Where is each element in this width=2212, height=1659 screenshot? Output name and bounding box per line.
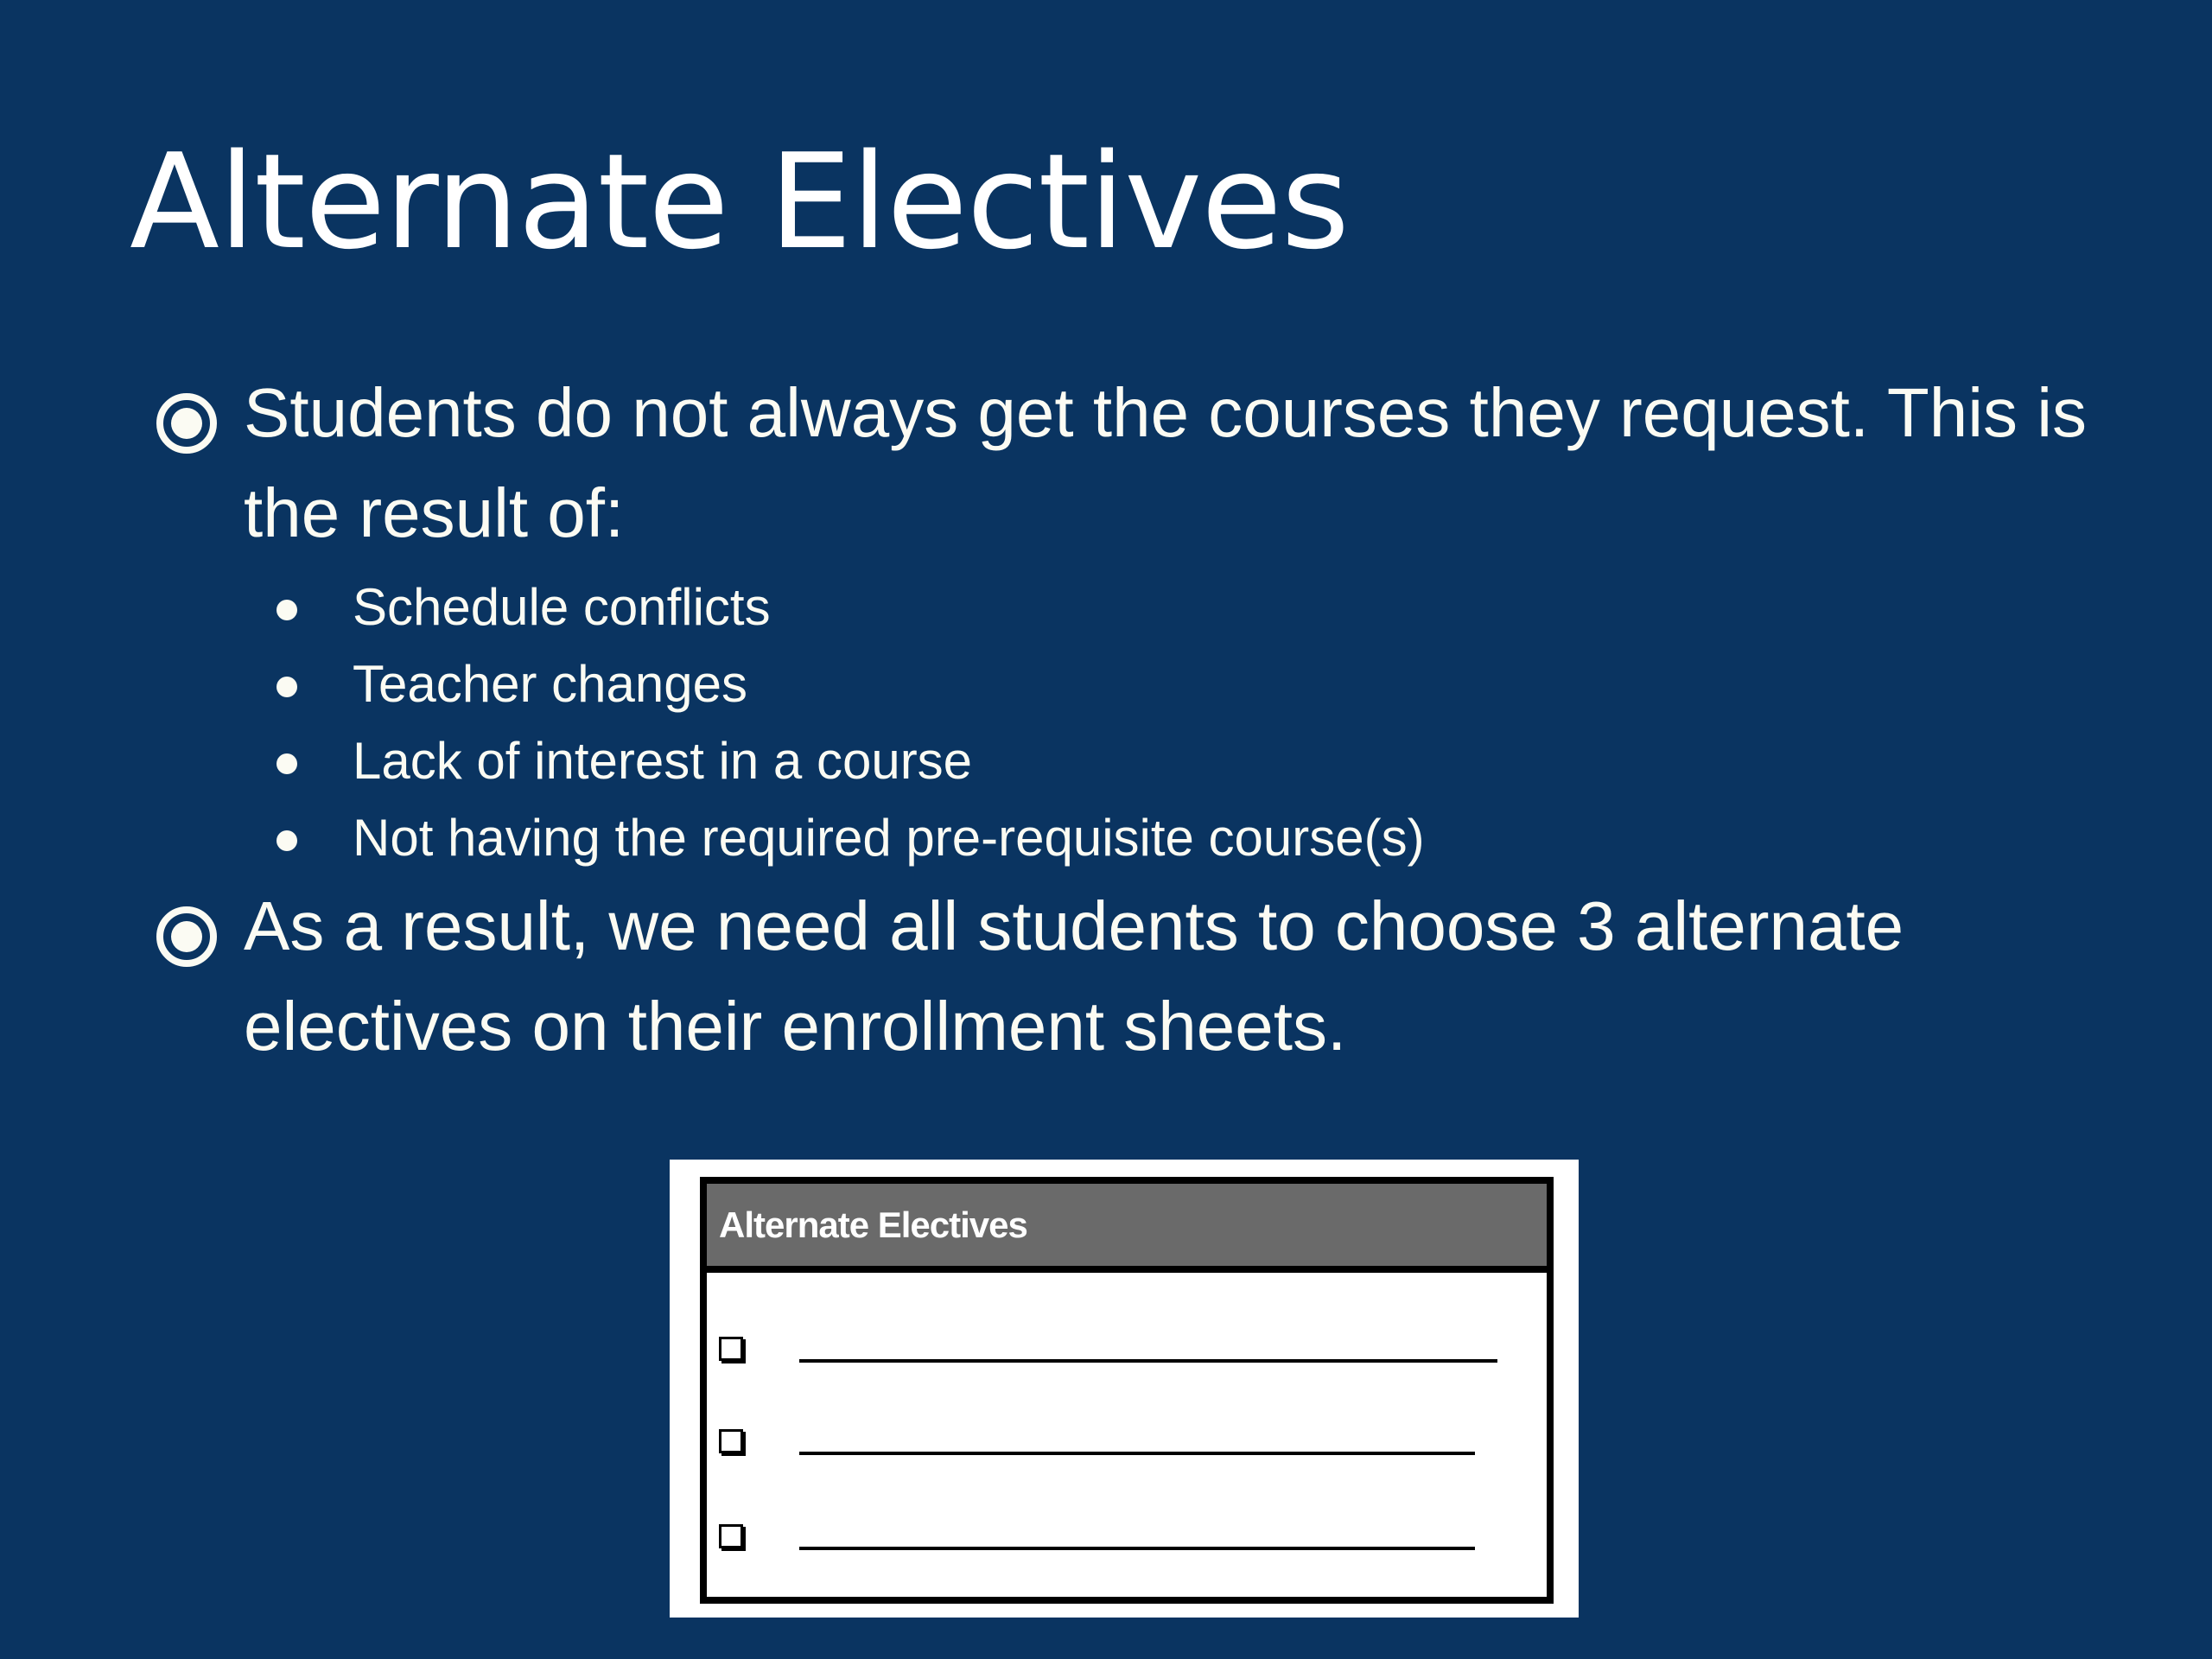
checkbox-icon [719,1524,743,1548]
sub-bullet-text: Not having the required pre-requisite course(s) [353,809,1425,867]
form-row [707,1325,1547,1376]
circled-dot-icon [156,906,218,968]
sub-bullet-item [244,645,2100,722]
blank-line [799,1359,1497,1363]
main-bullet-2 [156,876,2100,1077]
enrollment-form-image [670,1160,1579,1618]
bullet-list [156,363,2100,1077]
sub-bullet-item [244,799,2100,876]
sub-bullet-text: Schedule conflicts [353,578,771,636]
main-bullet-text: As a result, we need all students to choose 3 alternate electives on their enrollment sheets. [244,887,1904,1065]
sub-bullet-list [244,569,2100,876]
slide-title: Alternate Electives [130,125,1349,278]
main-bullet-1 [156,363,2100,563]
form-header-title: Alternate Electives [719,1205,1027,1245]
filled-circle-icon [276,753,297,774]
sub-bullet-item [244,569,2100,645]
checkbox-icon [719,1429,743,1453]
form-header [707,1184,1547,1273]
blank-line [799,1452,1475,1455]
form-box [700,1177,1554,1604]
form-row [707,1512,1547,1564]
filled-circle-icon [276,600,297,620]
checkbox-icon [719,1337,743,1361]
sub-bullet-text: Lack of interest in a course [353,732,973,790]
filled-circle-icon [276,677,297,697]
filled-circle-icon [276,830,297,851]
sub-bullet-item [244,722,2100,799]
sub-bullet-text: Teacher changes [353,655,747,713]
form-row [707,1417,1547,1469]
main-bullet-text: Students do not always get the courses they request. This is the result of: [244,374,2088,551]
circled-dot-icon [156,392,218,454]
blank-line [799,1547,1475,1550]
